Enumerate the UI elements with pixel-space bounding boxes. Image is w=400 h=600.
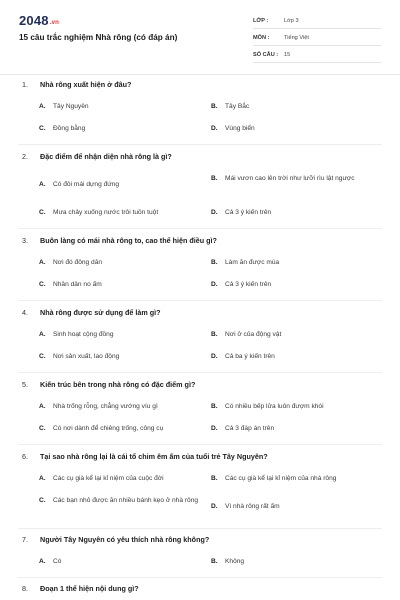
meta-info-box bbox=[253, 14, 381, 65]
meta-label: LỚP : bbox=[253, 18, 269, 24]
option-text: Mưa chảy xuống nước trôi tuồn tuột bbox=[53, 209, 159, 216]
option-a[interactable] bbox=[39, 180, 199, 190]
option-text: Vùng biển bbox=[225, 125, 255, 132]
question-heading bbox=[22, 584, 139, 593]
option-text: Sinh hoạt cộng đồng bbox=[53, 331, 114, 338]
option-c[interactable] bbox=[39, 208, 199, 218]
question-number: 1. bbox=[22, 80, 28, 89]
option-a[interactable] bbox=[39, 474, 199, 484]
header-divider bbox=[0, 74, 400, 75]
option-b[interactable] bbox=[211, 174, 371, 184]
question-text: Tại sao nhà rông lại là cái tổ chim êm ấm của tuổi trẻ Tây Nguyên? bbox=[40, 452, 268, 461]
option-letter: D. bbox=[211, 209, 218, 216]
option-letter: C. bbox=[39, 353, 46, 360]
question-number: 6. bbox=[22, 452, 28, 461]
option-letter: B. bbox=[211, 175, 218, 182]
option-letter: C. bbox=[39, 281, 46, 288]
logo-domain-text: .vn bbox=[49, 20, 60, 26]
document-header bbox=[0, 0, 400, 72]
option-text: Cả 3 ý kiến trên bbox=[225, 209, 272, 216]
question-separator bbox=[18, 444, 382, 445]
question-text: Đoạn 1 thể hiện nội dung gì? bbox=[40, 584, 139, 593]
question-text: Kiến trúc bên trong nhà rông có đặc điểm gì? bbox=[40, 380, 196, 389]
question-heading bbox=[22, 236, 217, 245]
meta-row-grade bbox=[253, 14, 381, 29]
question-text: Nhà rông xuất hiện ở đâu? bbox=[40, 80, 132, 89]
option-letter: D. bbox=[211, 125, 218, 132]
option-letter: A. bbox=[39, 259, 46, 266]
question-text: Đặc điểm để nhận diện nhà rông là gì? bbox=[40, 152, 172, 161]
option-d[interactable] bbox=[211, 424, 371, 434]
option-d[interactable] bbox=[211, 280, 371, 290]
option-letter: D. bbox=[211, 425, 218, 432]
question-separator bbox=[18, 528, 382, 529]
option-b[interactable] bbox=[211, 474, 371, 484]
question-number: 8. bbox=[22, 584, 28, 593]
question-number: 7. bbox=[22, 535, 28, 544]
option-text: Các cụ già kể lại kỉ niệm của nhà rông bbox=[225, 475, 337, 482]
option-d[interactable] bbox=[211, 208, 371, 218]
option-c[interactable] bbox=[39, 496, 199, 506]
option-letter: C. bbox=[39, 497, 46, 504]
option-letter: A. bbox=[39, 558, 46, 565]
option-letter: B. bbox=[211, 403, 218, 410]
option-b[interactable] bbox=[211, 102, 371, 112]
option-letter: C. bbox=[39, 425, 46, 432]
site-logo[interactable] bbox=[19, 13, 59, 28]
option-b[interactable] bbox=[211, 330, 371, 340]
question-heading bbox=[22, 535, 209, 544]
option-d[interactable] bbox=[211, 352, 371, 362]
option-text: Nhà trống rỗng, chẳng vướng víu gì bbox=[53, 403, 158, 410]
option-letter: B. bbox=[211, 331, 218, 338]
option-text: Nhân dân no ấm bbox=[53, 281, 102, 288]
option-text: Có nơi dành để chiêng trống, công cụ bbox=[53, 425, 164, 432]
meta-label: SỐ CÂU : bbox=[253, 52, 279, 58]
option-text: Nơi đó đông dân bbox=[53, 259, 103, 266]
option-letter: D. bbox=[211, 503, 218, 510]
question-separator bbox=[18, 300, 382, 301]
option-a[interactable] bbox=[39, 330, 199, 340]
logo-main-text: 2048 bbox=[19, 13, 49, 28]
option-letter: C. bbox=[39, 125, 46, 132]
option-text: Mái vươn cao lên trời như lưỡi rìu lật ngược bbox=[225, 175, 355, 182]
option-letter: C. bbox=[39, 209, 46, 216]
option-a[interactable] bbox=[39, 258, 199, 268]
option-b[interactable] bbox=[211, 402, 371, 412]
option-letter: B. bbox=[211, 259, 218, 266]
question-heading bbox=[22, 308, 161, 317]
option-text: Nơi ở của động vật bbox=[225, 331, 282, 338]
meta-row-subject bbox=[253, 31, 381, 46]
question-text: Buôn làng có mái nhà rông to, cao thể hiện điều gì? bbox=[40, 236, 217, 245]
question-number: 3. bbox=[22, 236, 28, 245]
option-text: Cả ba ý kiến trên bbox=[225, 353, 275, 360]
question-number: 2. bbox=[22, 152, 28, 161]
option-c[interactable] bbox=[39, 424, 199, 434]
meta-value: 15 bbox=[284, 52, 291, 58]
option-text: Có bbox=[53, 558, 62, 565]
option-c[interactable] bbox=[39, 352, 199, 362]
option-letter: A. bbox=[39, 103, 46, 110]
option-letter: B. bbox=[211, 103, 218, 110]
option-text: Không bbox=[225, 558, 245, 565]
question-number: 5. bbox=[22, 380, 28, 389]
option-a[interactable] bbox=[39, 557, 199, 567]
option-b[interactable] bbox=[211, 557, 371, 567]
option-text: Nơi sản xuất, lao động bbox=[53, 353, 120, 360]
option-d[interactable] bbox=[211, 502, 371, 512]
option-letter: A. bbox=[39, 403, 46, 410]
option-letter: A. bbox=[39, 181, 46, 188]
option-text: Cả 3 ý kiến trên bbox=[225, 281, 272, 288]
option-text: Làm ăn được mùa bbox=[225, 259, 280, 266]
option-d[interactable] bbox=[211, 124, 371, 134]
question-text: Nhà rông được sử dụng để làm gì? bbox=[40, 308, 161, 317]
option-a[interactable] bbox=[39, 402, 199, 412]
option-letter: D. bbox=[211, 353, 218, 360]
option-text: Tây Nguyên bbox=[53, 103, 89, 110]
meta-value: Lớp 3 bbox=[284, 18, 299, 24]
option-text: Có nhiều bếp lửa luôn đượm khói bbox=[225, 403, 324, 410]
question-separator bbox=[18, 228, 382, 229]
option-letter: B. bbox=[211, 558, 218, 565]
page-title: 15 câu trắc nghiệm Nhà rông (có đáp án) bbox=[19, 33, 178, 42]
question-separator bbox=[18, 577, 382, 578]
question-heading bbox=[22, 380, 195, 389]
question-separator bbox=[18, 372, 382, 373]
option-text: Tây Bắc bbox=[225, 103, 250, 110]
meta-value: Tiếng Việt bbox=[284, 35, 309, 41]
option-text: Các cụ già kể lại kỉ niệm của cuộc đời bbox=[53, 475, 164, 482]
option-text: Các bạn nhỏ được ăn nhiều bánh kẹo ở nhà rông bbox=[53, 497, 199, 504]
option-b[interactable] bbox=[211, 258, 371, 268]
question-heading bbox=[22, 452, 268, 461]
question-text: Người Tây Nguyên có yêu thích nhà rông không? bbox=[40, 535, 210, 544]
option-letter: A. bbox=[39, 331, 46, 338]
option-c[interactable] bbox=[39, 280, 199, 290]
meta-label: MÔN : bbox=[253, 35, 270, 41]
option-letter: A. bbox=[39, 475, 46, 482]
option-letter: B. bbox=[211, 475, 218, 482]
question-number: 4. bbox=[22, 308, 28, 317]
question-separator bbox=[18, 144, 382, 145]
option-c[interactable] bbox=[39, 124, 199, 134]
option-text: Đồng bằng bbox=[53, 125, 86, 132]
meta-row-count bbox=[253, 48, 381, 63]
option-letter: D. bbox=[211, 281, 218, 288]
option-text: Vì nhà rông rất ấm bbox=[225, 503, 280, 510]
question-heading bbox=[22, 80, 131, 89]
option-text: Có đôi mái dựng đứng bbox=[53, 181, 120, 188]
question-heading bbox=[22, 152, 172, 161]
option-a[interactable] bbox=[39, 102, 199, 112]
option-text: Cả 3 đáp án trên bbox=[225, 425, 275, 432]
